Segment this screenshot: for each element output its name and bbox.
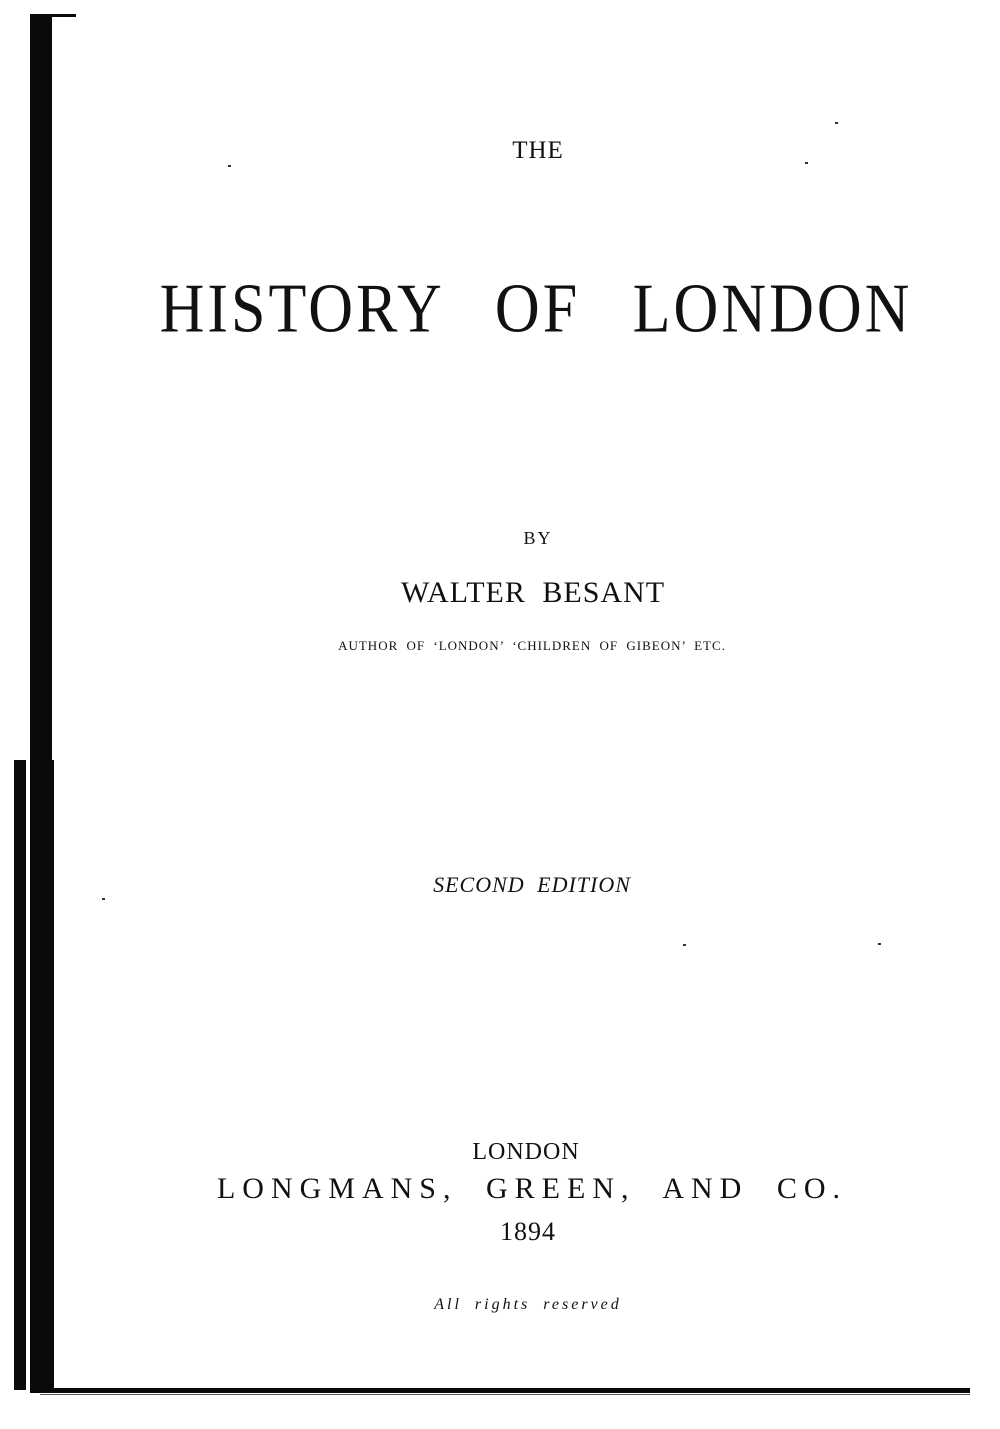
scan-speck (228, 165, 231, 167)
binding-shadow (14, 760, 26, 1390)
publisher-city: LONDON (472, 1139, 580, 1165)
publisher-name: LONGMANS, GREEN, AND CO. (216, 1172, 847, 1205)
author-name: WALTER BESANT (400, 576, 666, 609)
book-title: HISTORY OF LONDON (159, 271, 913, 348)
scan-speck (102, 898, 105, 900)
bottom-page-edge-thin (40, 1394, 970, 1395)
title-article: THE (512, 137, 564, 164)
scan-speck (835, 122, 838, 124)
rights-notice: All rights reserved (434, 1296, 622, 1313)
edition: SECOND EDITION (433, 872, 631, 897)
scan-speck (878, 943, 881, 945)
author-credit: AUTHOR OF ‘LONDON’ ‘CHILDREN OF GIBEON’ ETC. (338, 638, 726, 653)
by-line: BY (523, 528, 553, 548)
binding-notch (30, 14, 76, 17)
scan-speck (683, 944, 686, 946)
bottom-page-edge (30, 1388, 970, 1393)
publication-year: 1894 (500, 1217, 556, 1246)
